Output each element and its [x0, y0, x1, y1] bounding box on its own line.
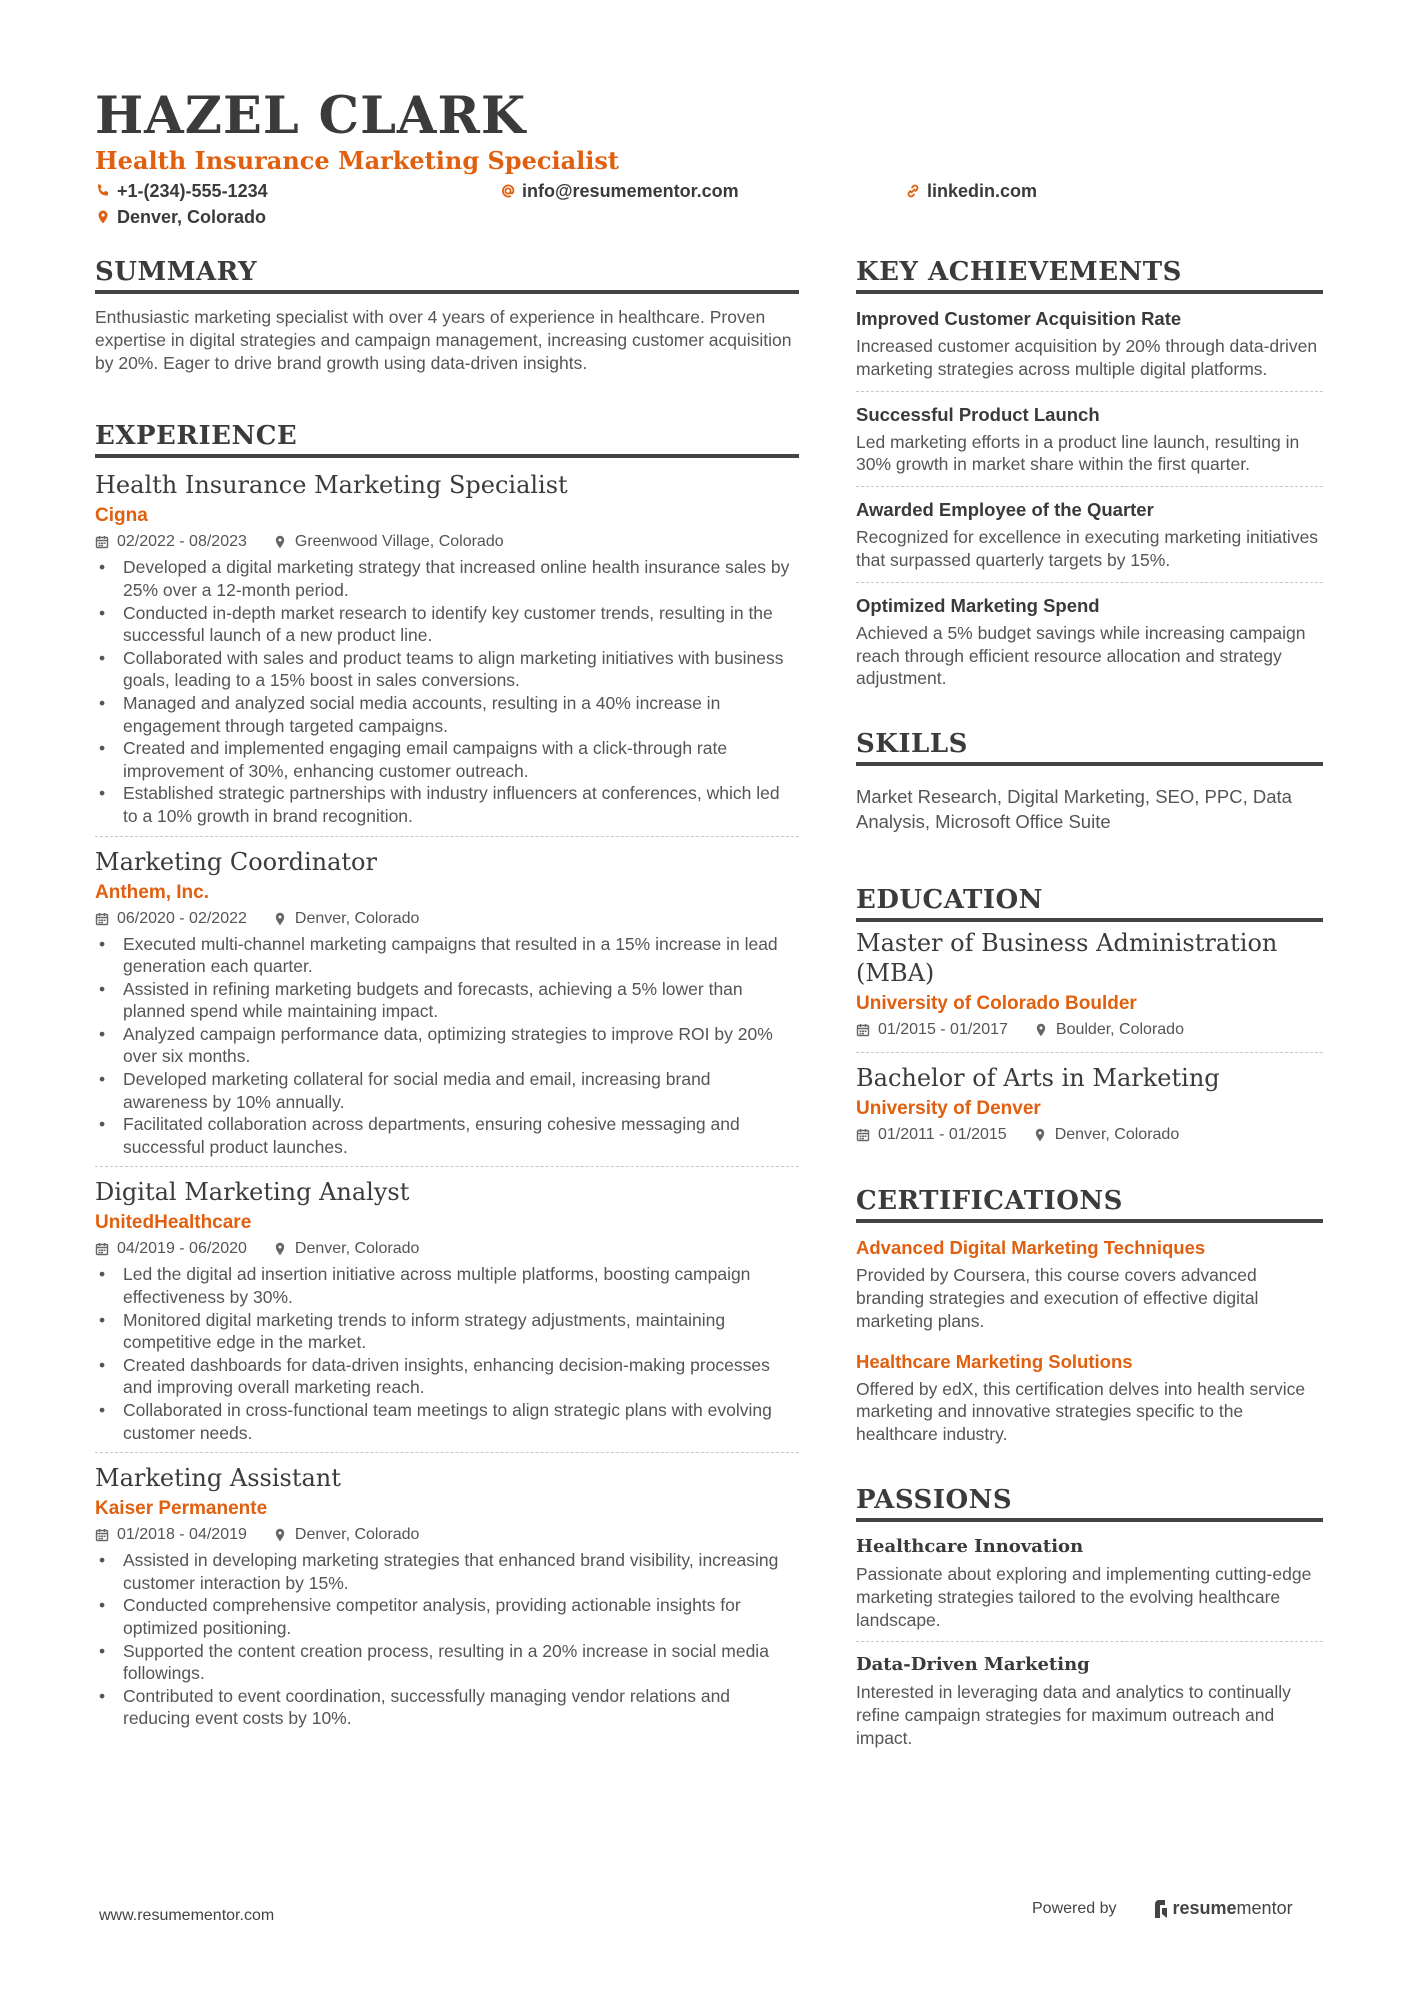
email-text: info@resumementor.com: [522, 181, 739, 201]
education-list: [856, 928, 1323, 1157]
calendar-icon: [95, 912, 109, 926]
location-pin-icon: [95, 209, 111, 225]
company-name: Kaiser Permanente: [95, 1498, 268, 1520]
job-entry: [95, 1177, 799, 1453]
certification-list: [856, 1235, 1323, 1456]
achievements-section: [856, 256, 1323, 700]
phone-icon: [95, 183, 111, 199]
powered-by-text: Powered by: [1032, 1899, 1117, 1917]
summary-text: Enthusiastic marketing specialist with over 4 years of experience in healthcare. Proven expertise in digital strategies and campaign management, increasing customer acquisition by 20%. Eager to drive brand growth using data-driven insights.: [95, 307, 792, 373]
resume-page: [95, 86, 1323, 1748]
achievement-item: [856, 497, 1323, 583]
location-text: Denver, Colorado: [117, 207, 267, 227]
job-entry: [95, 847, 799, 1168]
contact-bar: [95, 179, 1323, 231]
candidate-title: Health Insurance Marketing Specialist: [95, 146, 619, 175]
education-item: [856, 1063, 1323, 1157]
job-entry: [95, 1463, 799, 1738]
contact-linkedin[interactable]: [905, 179, 1037, 203]
certification-title: Healthcare Marketing Solutions: [856, 1350, 1133, 1372]
certification-title: Advanced Digital Marketing Techniques: [856, 1237, 1206, 1259]
link-icon: [905, 183, 921, 199]
bullet-item: • Conducted in-depth market research to identify key customer trends, resulting in the successful launch of a new product line.: [95, 602, 799, 647]
logo-text-bold: resume: [1172, 1898, 1237, 1918]
passion-text: Passionate about exploring and implementing cutting-edge marketing strategies tailored to the evolving healthcare landscape.: [856, 1563, 1312, 1630]
calendar-icon: [95, 535, 109, 549]
logo-text-light: mentor: [1236, 1898, 1293, 1918]
location: Denver, Colorado: [294, 909, 420, 927]
passions-heading: PASSIONS: [856, 1484, 1323, 1522]
location-pin-icon: [273, 535, 287, 549]
bullet-item: • Developed marketing collateral for social media and email, increasing brand awareness by 10% annually.: [95, 1068, 799, 1113]
location: Denver, Colorado: [294, 1240, 420, 1258]
footer-website[interactable]: www.resumementor.com: [99, 1907, 275, 1924]
skills-section: [856, 728, 1323, 834]
bullet-item: • Monitored digital marketing trends to inform strategy adjustments, maintaining competitive edge in the market.: [95, 1309, 799, 1354]
date-range: 01/2011 - 01/2015: [878, 1126, 1007, 1144]
achievement-list: [856, 306, 1323, 700]
bullet-item: • Analyzed campaign performance data, optimizing strategies to improve ROI by 20% over six months.: [95, 1023, 799, 1068]
achievement-text: Recognized for excellence in executing marketing initiatives that surpassed quarterly targets by 15%.: [856, 527, 1319, 570]
date-location-row: [95, 908, 799, 930]
job-title: Health Insurance Marketing Specialist: [95, 471, 568, 500]
calendar-icon: [95, 1242, 109, 1256]
phone-text: +1-(234)-555-1234: [117, 181, 268, 201]
skills-heading: SKILLS: [856, 728, 1323, 766]
job-entry: [95, 470, 799, 836]
certifications-heading: CERTIFICATIONS: [856, 1185, 1323, 1223]
job-list: [95, 470, 799, 1738]
location-pin-icon: [273, 1528, 287, 1542]
date-location-row: [856, 1124, 1323, 1146]
experience-section: [95, 420, 799, 1738]
job-title: Digital Marketing Analyst: [95, 1178, 410, 1207]
bullet-item: • Supported the content creation process, resulting in a 20% increase in social media followings.: [95, 1640, 799, 1685]
date-location-row: [95, 1238, 799, 1260]
bullet-item: • Assisted in developing marketing strategies that enhanced brand visibility, increasing customer interaction by 15%.: [95, 1549, 799, 1594]
location: Greenwood Village, Colorado: [294, 533, 504, 551]
achievement-text: Led marketing efforts in a product line launch, resulting in 30% growth in market share within the first quarter.: [856, 431, 1300, 475]
location-pin-icon: [273, 912, 287, 926]
location-pin-icon: [273, 1242, 287, 1256]
company-name: UnitedHealthcare: [95, 1212, 252, 1234]
contact-phone[interactable]: [95, 179, 268, 203]
footer-branding: [1032, 1898, 1293, 1919]
achievement-title: Awarded Employee of the Quarter: [856, 499, 1154, 521]
job-title: Marketing Coordinator: [95, 847, 377, 876]
date-range: 01/2018 - 04/2019: [117, 1526, 247, 1544]
job-title: Marketing Assistant: [95, 1464, 341, 1493]
achievement-item: [856, 402, 1323, 488]
bullet-item: • Created dashboards for data-driven insights, enhancing decision-making processes and improving overall marketing reach.: [95, 1354, 799, 1399]
resumementor-logo[interactable]: [1153, 1898, 1293, 1919]
bullet-item: • Developed a digital marketing strategy that increased online health insurance sales by 25% over a 12-month period.: [95, 556, 799, 601]
bullet-item: • Executed multi-channel marketing campaigns that resulted in a 15% increase in lead generation each quarter.: [95, 933, 799, 978]
passion-item: [856, 1534, 1323, 1642]
calendar-icon: [856, 1128, 870, 1142]
location: Boulder, Colorado: [1055, 1021, 1184, 1039]
bullet-item: • Facilitated collaboration across departments, ensuring cohesive messaging and successful product launches.: [95, 1113, 799, 1158]
certification-item: [856, 1235, 1323, 1342]
bullet-item: • Collaborated with sales and product teams to align marketing initiatives with business goals, leading to a 15% boost in sales conversions.: [95, 647, 799, 692]
certification-item: [856, 1349, 1323, 1456]
bullet-item: • Conducted comprehensive competitor analysis, providing actionable insights for optimized positioning.: [95, 1594, 799, 1639]
skills-text: Market Research, Digital Marketing, SEO, PPC, Data Analysis, Microsoft Office Suite: [856, 786, 1292, 833]
contact-email[interactable]: [500, 179, 739, 203]
at-icon: [500, 183, 516, 199]
job-bullets: [95, 1263, 799, 1444]
achievement-item: [856, 306, 1323, 392]
calendar-icon: [856, 1023, 870, 1037]
bullet-item: • Managed and analyzed social media accounts, resulting in a 40% increase in engagement through targeted campaigns.: [95, 692, 799, 737]
date-location-row: [856, 1019, 1323, 1041]
logo-mark-icon: [1153, 1899, 1169, 1919]
certification-text: Offered by edX, this certification delves into health service marketing and innovative strategies specific to the healthcare industry.: [856, 1378, 1306, 1445]
achievement-title: Optimized Marketing Spend: [856, 594, 1100, 616]
left-column: [95, 256, 799, 1748]
passion-list: [856, 1534, 1323, 1760]
bullet-item: • Created and implemented engaging email campaigns with a click-through rate improvement of 30%, enhancing customer outreach.: [95, 737, 799, 782]
location: Denver, Colorado: [1054, 1126, 1180, 1144]
achievement-title: Improved Customer Acquisition Rate: [856, 308, 1182, 329]
education-heading: EDUCATION: [856, 884, 1323, 922]
experience-heading: EXPERIENCE: [95, 420, 799, 458]
date-location-row: [95, 531, 799, 553]
linkedin-text: linkedin.com: [927, 181, 1038, 201]
degree-title: Bachelor of Arts in Marketing: [856, 1064, 1220, 1093]
passions-section: [856, 1484, 1323, 1760]
passion-text: Interested in leveraging data and analytics to continually refine campaign strategies for maximum outreach and impact.: [856, 1682, 1291, 1748]
achievement-item: [856, 593, 1323, 700]
achievement-text: Achieved a 5% budget savings while increasing campaign reach through efficient resource allocation and strategy adjustment.: [856, 622, 1306, 689]
passion-title: Healthcare Innovation: [856, 1535, 1084, 1557]
company-name: Anthem, Inc.: [95, 881, 210, 903]
degree-title: Master of Business Administration (MBA): [856, 929, 1278, 988]
company-name: Cigna: [95, 505, 148, 527]
calendar-icon: [95, 1528, 109, 1542]
job-bullets: [95, 1549, 799, 1730]
achievement-text: Increased customer acquisition by 20% through data-driven marketing strategies across multiple digital platforms.: [856, 336, 1318, 379]
job-bullets: [95, 933, 799, 1159]
bullet-item: • Collaborated in cross-functional team meetings to align strategic plans with evolving customer needs.: [95, 1399, 799, 1444]
date-range: 04/2019 - 06/2020: [117, 1240, 247, 1258]
summary-heading: SUMMARY: [95, 256, 799, 294]
education-section: [856, 884, 1323, 1157]
date-range: 01/2015 - 01/2017: [878, 1021, 1008, 1039]
location-pin-icon: [1034, 1023, 1048, 1037]
job-bullets: [95, 556, 799, 827]
candidate-name: HAZEL CLARK: [95, 86, 527, 146]
school-name: University of Denver: [856, 1098, 1041, 1120]
education-item: [856, 928, 1323, 1053]
passion-item: [856, 1652, 1323, 1759]
school-name: University of Colorado Boulder: [856, 993, 1137, 1015]
bullet-item: • Led the digital ad insertion initiative across multiple platforms, boosting campaign effectiveness by 30%.: [95, 1263, 799, 1308]
right-column: [856, 256, 1323, 1770]
location: Denver, Colorado: [294, 1526, 420, 1544]
bullet-item: • Established strategic partnerships with industry influencers at conferences, which led to a 10% growth in brand recognition.: [95, 782, 799, 827]
summary-section: [95, 256, 799, 374]
location-pin-icon: [1033, 1128, 1047, 1142]
certifications-section: [856, 1185, 1323, 1456]
bullet-item: • Contributed to event coordination, successfully managing vendor relations and reducing event costs by 10%.: [95, 1685, 799, 1730]
passion-title: Data-Driven Marketing: [856, 1654, 1090, 1676]
date-location-row: [95, 1524, 799, 1546]
achievement-title: Successful Product Launch: [856, 403, 1100, 425]
contact-location: [95, 205, 266, 229]
date-range: 02/2022 - 08/2023: [117, 533, 247, 551]
certification-text: Provided by Coursera, this course covers advanced branding strategies and execution of effective digital marketing plans.: [856, 1265, 1259, 1331]
bullet-item: • Assisted in refining marketing budgets and forecasts, achieving a 5% lower than planned spend while maintaining impact.: [95, 978, 799, 1023]
achievements-heading: KEY ACHIEVEMENTS: [856, 256, 1323, 294]
date-range: 06/2020 - 02/2022: [117, 909, 247, 927]
